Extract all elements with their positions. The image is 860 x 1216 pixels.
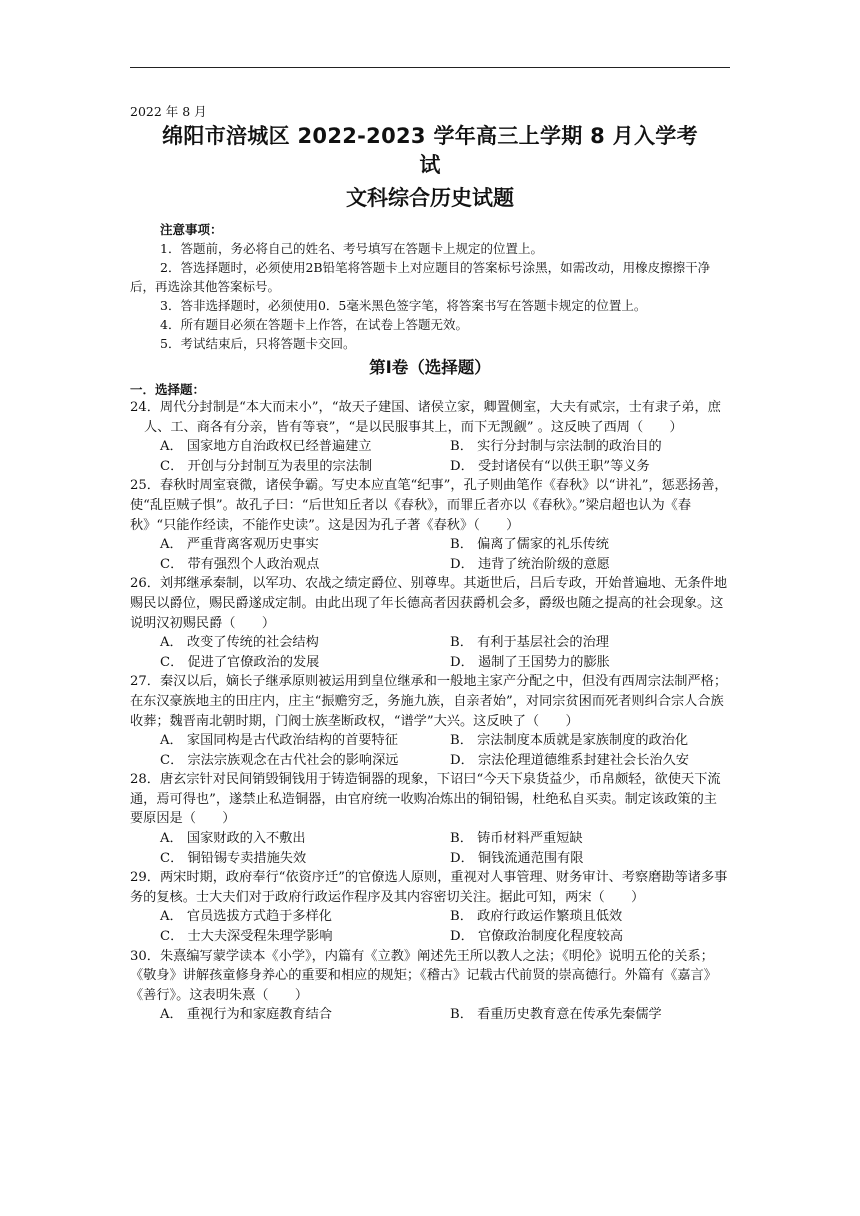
option-d: D． 铜钱流通范围有限 xyxy=(450,850,584,866)
exam-title xyxy=(130,122,730,180)
option-c: C． 开创与分封制互为表里的宗法制 xyxy=(160,458,373,474)
option-a: A． 重视行为和家庭教育结合 xyxy=(160,1007,332,1023)
option-d: D． 遏制了王国势力的膨胀 xyxy=(450,654,610,670)
instructions-heading: 注意事项： xyxy=(160,222,223,237)
option-c: C． 宗法宗族观念在古代社会的影响深远 xyxy=(160,752,399,768)
instructions xyxy=(130,220,730,353)
option-c: C． 铜铅锡专卖措施失效 xyxy=(160,850,307,866)
option-b: B． 看重历史教育意在传承先秦儒学 xyxy=(450,1007,662,1023)
option-a: A． 国家财政的入不敷出 xyxy=(160,831,306,847)
question-stem: 29．两宋时期，政府奉行“依资序迁”的官僚选人原则，重视对人事管理、财务审计、考察磨勘等诸多事务的复核。士大夫们对于政府行政运作程序及其内容密切关注。据此可知，两宋（ ） xyxy=(130,870,728,905)
exam-subtitle: 文科综合历史试题 xyxy=(346,186,514,210)
exam-date: 2022 年 8 月 xyxy=(130,104,207,119)
question-stem: 26．刘邦继承秦制，以军功、农战之绩定爵位、别尊卑。其逝世后，吕后专政，开始普遍地、无条件地赐民以爵位，赐民爵遂成定制。由此出现了年长德高者因获爵机会多，爵级也随之提高的社会现象。这说明汉初赐民爵（ ） xyxy=(130,576,728,631)
instruction-item: 3．答非选择题时，必须使用0．5毫米黑色签字笔，将答案书写在答题卡规定的位置上。 xyxy=(160,298,647,313)
question-30 xyxy=(130,947,730,1025)
option-c: C． 带有强烈个人政治观点 xyxy=(160,556,320,572)
option-a: A． 严重背离客观历史事实 xyxy=(160,537,319,553)
question-24 xyxy=(130,398,730,476)
question-stem: 人、工、商各有分亲，皆有等衰”，“是以民服事其上，而下无觊觎” 。这反映了西周（ ） xyxy=(144,419,683,435)
instruction-item: 2．答选择题时，必须使用2B铅笔将答题卡上对应题目的答案标号涂黑，如需改动，用橡皮擦擦干净后，再选涂其他答案标号。 xyxy=(130,260,711,294)
answer-options xyxy=(130,829,730,868)
option-a: A． 改变了传统的社会结构 xyxy=(160,635,319,651)
answer-options xyxy=(130,633,730,672)
question-28 xyxy=(130,770,730,868)
answer-options xyxy=(130,1005,730,1025)
exam-title-line1: 绵阳市涪城区 2022-2023 学年高三上学期 8 月入学考 xyxy=(162,124,698,148)
exam-title-line2: 试 xyxy=(419,153,441,177)
option-d: D． 违背了统治阶级的意愿 xyxy=(450,556,610,572)
question-stem: 28．唐玄宗针对民间销毁铜钱用于铸造铜器的现象，下诏曰“今天下泉货益少，币帛颇轻，欲使天下流通，焉可得也”，遂禁止私造铜器，由官府统一收购冶炼出的铜铅锡，杜绝私自买卖。制定该政策的主要原因是（ ） xyxy=(130,772,721,827)
option-c: C． 士大夫深受程朱理学影响 xyxy=(160,929,333,945)
question-25 xyxy=(130,476,730,574)
instruction-item: 4．所有题目必须在答题卡上作答，在试卷上答题无效。 xyxy=(160,317,468,332)
option-b: B． 政府行政运作繁琐且低效 xyxy=(450,909,623,925)
question-stem: 27．秦汉以后，嫡长子继承原则被运用到皇位继承和一般地主家产分配之中，但没有西周宗法制严格；在东汉豪族地主的田庄内，庄主“振赡穷乏，务施九族，自亲者始”，对同宗贫困而死者则纠合宗人合族收葬；魏晋南北朝时期，门阀士族垄断政权，“谱学”大兴。这反映了（ ） xyxy=(130,674,728,729)
answer-options xyxy=(130,731,730,770)
option-d: D． 宗法伦理道德维系封建社会长治久安 xyxy=(450,752,689,768)
option-d: D． 官僚政治制度化程度较高 xyxy=(450,929,624,945)
instruction-item: 1．答题前，务必将自己的姓名、考号填写在答题卡上规定的位置上。 xyxy=(160,241,543,256)
option-b: B． 实行分封制与宗法制的政治目的 xyxy=(450,439,662,455)
instruction-item: 5．考试结束后，只将答题卡交回。 xyxy=(160,336,356,351)
question-29 xyxy=(130,868,730,946)
option-a: A． 家国同构是古代政治结构的首要特征 xyxy=(160,733,398,749)
header-rule xyxy=(130,67,730,68)
answer-options xyxy=(130,437,730,476)
exam-page xyxy=(130,102,730,1025)
option-c: C． 促进了官僚政治的发展 xyxy=(160,654,320,670)
option-a: A． 官员选拔方式趋于多样化 xyxy=(160,909,332,925)
question-stem: 25．春秋时周室衰微，诸侯争霸。写史本应直笔“纪事”，孔子则曲笔作《春秋》以“讲礼”，惩恶扬善，使“乱臣贼子惧”。故孔子曰：“后世知丘者以《春秋》，而罪丘者亦以《春秋》。”梁启超也认为《春秋》“只能作经读，不能作史读”。这是因为孔子著《春秋》（ ） xyxy=(130,478,728,533)
answer-options xyxy=(130,535,730,574)
option-d: D． 受封诸侯有“以供王职”等义务 xyxy=(450,458,650,474)
question-stem: 24．周代分封制是“本大而末小”，“故天子建国、诸侯立家，卿置侧室，大夫有贰宗，士有隶子弟，庶 xyxy=(130,400,721,415)
option-b: B． 宗法制度本质就是家族制度的政治化 xyxy=(450,733,689,749)
option-a: A． 国家地方自治政权已经普遍建立 xyxy=(160,439,372,455)
question-stem: 30．朱熹编写蒙学读本《小学》，内篇有《立教》阐述先王所以教人之法；《明伦》说明五伦的关系；《敬身》讲解孩童修身养心的重要和相应的规矩；《稽古》记载古代前贤的崇高德行。外篇有《嘉言》《善行》。这表明朱熹（ ） xyxy=(130,948,717,1003)
question-26 xyxy=(130,574,730,672)
option-b: B． 铸币材料严重短缺 xyxy=(450,831,583,847)
answer-options xyxy=(130,907,730,946)
question-27 xyxy=(130,672,730,770)
part-label: 一．选择题： xyxy=(130,382,206,397)
section-title: 第Ⅰ卷（选择题） xyxy=(369,358,491,377)
option-b: B． 偏离了儒家的礼乐传统 xyxy=(450,537,609,553)
option-b: B． 有利于基层社会的治理 xyxy=(450,635,609,651)
